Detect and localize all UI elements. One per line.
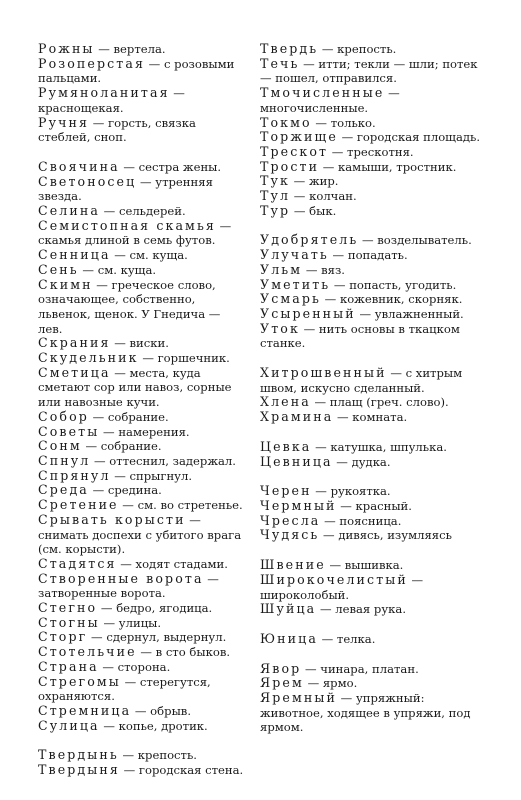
glossary-entry: [38, 763, 248, 778]
entry-definition: — копье, дротик.: [99, 718, 208, 733]
glossary-entry: [260, 440, 486, 455]
glossary-entry: [38, 601, 248, 616]
entry-term: Сретение: [38, 497, 119, 513]
glossary-entry: [260, 366, 486, 395]
glossary-entry: [260, 410, 486, 425]
glossary-entry: [260, 292, 486, 307]
glossary-entry: [38, 42, 248, 57]
glossary-entry: [260, 57, 486, 86]
entry-definition: — сестра жены.: [119, 159, 222, 174]
glossary-entry: [260, 130, 486, 145]
entry-definition: — бедро, ягодица.: [97, 601, 213, 616]
glossary-entry: [38, 116, 248, 145]
entry-term: Створенные ворота: [38, 570, 204, 586]
entry-term: Сметица: [38, 364, 111, 380]
entry-term: Стадятся: [38, 555, 117, 571]
glossary-entry: [260, 322, 486, 351]
entry-term: Спнул: [38, 452, 91, 468]
glossary-entry: [38, 675, 248, 704]
glossary-entry: [38, 572, 248, 601]
glossary-entry: [260, 263, 486, 278]
entry-term: Стремница: [38, 702, 132, 718]
glossary-entry: [260, 189, 486, 204]
entry-term: Тул: [260, 188, 291, 204]
left-column: [38, 42, 248, 778]
entry-definition: — см. куща.: [110, 248, 188, 263]
entry-definition: — колчан.: [290, 189, 357, 204]
glossary-entry: [38, 439, 248, 454]
glossary-entry: [260, 278, 486, 293]
glossary-entry: [260, 307, 486, 322]
entry-term: Швение: [260, 557, 326, 573]
entry-term: Цевница: [260, 453, 333, 469]
glossary-entry: [38, 557, 248, 572]
entry-definition: — вышивка.: [325, 558, 404, 573]
glossary-entry: [38, 425, 248, 440]
entry-term: Твердь: [260, 41, 319, 56]
entry-term: Семистопная скамья: [38, 217, 216, 233]
entry-definition: — спрыгнул.: [110, 468, 193, 483]
glossary-entry: [38, 410, 248, 425]
entry-definition: — многочисленные.: [260, 86, 400, 115]
glossary-entry: [260, 499, 486, 514]
entry-definition: — трескотня.: [328, 144, 414, 159]
entry-definition: — упряжный: животное, ходящее в упряжи, под ярмом.: [260, 691, 471, 735]
glossary-entry: [38, 748, 248, 763]
entry-term: Токмо: [260, 114, 312, 130]
entry-definition: — средина.: [88, 483, 162, 498]
entry-term: Улучать: [260, 247, 329, 263]
glossary-entry: [260, 528, 486, 543]
entry-term: Яремный: [260, 690, 337, 706]
entry-term: Стрегомы: [38, 673, 121, 689]
entry-definition: — скамья длиной в семь футов.: [38, 218, 232, 248]
glossary-entry: [38, 248, 248, 263]
entry-term: Трескот: [260, 143, 329, 159]
entry-term: Широкочелистый: [260, 571, 408, 587]
glossary-entry: [260, 573, 486, 602]
entry-definition: — оттеснил, задержал.: [90, 453, 236, 468]
entry-term: Торжище: [260, 129, 338, 145]
entry-term: Хлена: [260, 394, 311, 410]
glossary-entry: [260, 662, 486, 677]
glossary-entry: [38, 498, 248, 513]
glossary-entry: [38, 483, 248, 498]
glossary-entry: [38, 719, 248, 734]
entry-term: Стегно: [38, 600, 98, 616]
entry-definition: — вяз.: [302, 262, 345, 277]
entry-definition: — крепость.: [318, 42, 397, 56]
glossary-entry: [260, 602, 486, 617]
entry-definition: — см. во стретенье.: [118, 498, 243, 513]
entry-definition: — вертела.: [94, 42, 166, 56]
entry-definition: — снимать доспехи с убитого врага (см. корысти).: [38, 512, 242, 557]
entry-term: Срывать корысти: [38, 511, 186, 527]
entry-definition: — итти; текли — шли; потек — пошел, отправился.: [260, 56, 478, 86]
glossary-entry: [38, 175, 248, 204]
section-gap: [38, 733, 248, 748]
glossary-entry: [38, 336, 248, 351]
entry-term: Тур: [260, 202, 291, 218]
entry-definition: — улицы.: [99, 615, 162, 630]
entry-definition: — кожевник, скорняк.: [320, 292, 463, 307]
entry-definition: — обрыв.: [131, 703, 192, 718]
entry-term: Удобрятель: [260, 232, 359, 248]
entry-definition: — широколобый.: [260, 572, 424, 602]
glossary-entry: [38, 616, 248, 631]
entry-definition: — виски.: [110, 336, 169, 351]
entry-definition: — дудка.: [332, 454, 391, 469]
entry-term: Советы: [38, 423, 100, 439]
glossary-entry: [38, 454, 248, 469]
entry-term: Чудясь: [260, 527, 320, 543]
entry-definition: — сельдерей.: [100, 204, 186, 219]
entry-term: Сулица: [38, 717, 100, 733]
entry-term: Ярем: [260, 675, 304, 691]
entry-term: Собор: [38, 408, 89, 424]
entry-term: Уметить: [260, 276, 331, 292]
entry-term: Явор: [260, 660, 302, 676]
entry-term: Ульм: [260, 261, 303, 277]
entry-term: Хитрошвенный: [260, 365, 387, 381]
glossary-entry: [260, 174, 486, 189]
entry-term: Скрания: [38, 335, 111, 351]
entry-definition: — в сто быков.: [136, 645, 231, 660]
entry-definition: — греческое слово, означающее, собственно, львенок, щенок. У Гнедича — лев.: [38, 277, 221, 336]
entry-term: Чермный: [260, 497, 337, 513]
glossary-entry: [260, 116, 486, 131]
entry-definition: — ходят стадами.: [116, 556, 228, 571]
entry-definition: — возделыватель.: [358, 233, 472, 248]
entry-term: Страна: [38, 658, 99, 674]
glossary-entry: [260, 160, 486, 175]
entry-definition: — ярмо.: [303, 676, 358, 691]
glossary-entry: [38, 469, 248, 484]
entry-term: Черен: [260, 483, 312, 499]
entry-definition: — жир.: [289, 174, 339, 189]
glossary-entry: [38, 660, 248, 675]
entry-term: Спрянул: [38, 467, 111, 483]
entry-term: Сторг: [38, 629, 88, 645]
entry-term: Тук: [260, 173, 290, 189]
entry-definition: — собрание.: [81, 439, 162, 454]
glossary-entry: [260, 42, 486, 57]
glossary-entry: [260, 248, 486, 263]
entry-definition: — бык.: [290, 203, 337, 218]
entry-term: Юница: [260, 630, 318, 646]
glossary-entry: [38, 366, 248, 410]
glossary-entry: [260, 455, 486, 470]
entry-definition: — телка.: [317, 631, 376, 646]
entry-definition: — левая рука.: [316, 602, 407, 617]
entry-definition: — плащ (греч. слово).: [310, 395, 449, 410]
entry-definition: — сдернул, выдернул.: [87, 630, 227, 645]
entry-definition: — дивясь, изумляясь: [319, 528, 452, 543]
section-gap: [260, 617, 486, 632]
entry-definition: — горшечник.: [138, 351, 230, 366]
entry-definition: — с хитрым швом, искусно сделанный.: [260, 366, 463, 395]
entry-definition: — места, куда сметают сор или навоз, сорные или навозные кучи.: [38, 365, 232, 410]
entry-term: Светоносец: [38, 173, 137, 189]
glossary-entry: [38, 704, 248, 719]
glossary-entry: [260, 484, 486, 499]
glossary-entry: [260, 145, 486, 160]
entry-term: Течь: [260, 55, 300, 71]
entry-definition: — горсть, связка стеблей, сноп.: [38, 115, 196, 145]
entry-term: Твердыня: [38, 762, 120, 778]
entry-definition: — рукоятка.: [311, 484, 391, 499]
section-gap: [260, 425, 486, 440]
glossary-entry: [38, 219, 248, 248]
entry-definition: — поясница.: [320, 513, 402, 528]
entry-term: Храмина: [260, 409, 334, 425]
entry-term: Чресла: [260, 512, 321, 528]
glossary-entry: [38, 57, 248, 86]
glossary-entry: [38, 86, 248, 115]
glossary-entry: [260, 86, 486, 115]
entry-term: Ручня: [38, 114, 90, 130]
entry-definition: — с розовыми пальцами.: [38, 56, 235, 86]
glossary-entry: [260, 204, 486, 219]
entry-term: Рожны: [38, 41, 95, 56]
entry-term: Твердынь: [38, 747, 119, 763]
glossary-entry: [260, 395, 486, 410]
entry-term: Селина: [38, 203, 100, 219]
entry-term: Стотельчие: [38, 644, 137, 660]
entry-term: Уток: [260, 320, 300, 336]
section-gap: [260, 647, 486, 662]
entry-definition: — собрание.: [88, 409, 169, 424]
glossary-entry: [38, 160, 248, 175]
entry-definition: — городская стена.: [119, 763, 244, 778]
entry-term: Скимн: [38, 276, 93, 292]
entry-term: Тмочисленные: [260, 85, 385, 101]
entry-term: Сонм: [38, 438, 82, 454]
entry-definition: — катушка, шпулька.: [311, 439, 447, 454]
glossary-entry: [38, 630, 248, 645]
entry-definition: — см. куща.: [78, 262, 157, 277]
glossary-entry: [260, 233, 486, 248]
section-gap: [260, 543, 486, 558]
entry-definition: — комната.: [333, 410, 408, 425]
entry-term: Цевка: [260, 438, 312, 454]
right-column: [260, 42, 486, 735]
glossary-entry: [260, 691, 486, 735]
entry-definition: — сторона.: [98, 659, 171, 674]
glossary-entry: [260, 514, 486, 529]
entry-term: Румяноланитая: [38, 85, 170, 101]
entry-definition: — намерения.: [99, 424, 190, 439]
entry-term: Сень: [38, 261, 79, 277]
entry-definition: — городская площадь.: [337, 130, 480, 145]
section-gap: [260, 351, 486, 366]
entry-definition: — попасть, угодить.: [330, 277, 457, 292]
section-gap: [260, 469, 486, 484]
entry-term: Сенница: [38, 247, 111, 263]
entry-term: Среда: [38, 482, 89, 498]
entry-term: Скудельник: [38, 350, 139, 366]
entry-term: Розоперстая: [38, 55, 145, 71]
entry-definition: — только.: [311, 115, 376, 130]
entry-definition: — крепость.: [118, 748, 197, 763]
entry-definition: — камыши, тростник.: [319, 159, 457, 174]
entry-definition: — краснощекая.: [38, 86, 185, 115]
glossary-entry: [38, 645, 248, 660]
entry-term: Трости: [260, 158, 320, 174]
entry-definition: — чинара, платан.: [301, 661, 419, 676]
glossary-entry: [38, 278, 248, 337]
glossary-entry: [260, 676, 486, 691]
entry-definition: — увлажненный.: [355, 306, 464, 321]
glossary-entry: [38, 263, 248, 278]
entry-definition: — попадать.: [328, 248, 408, 263]
entry-definition: — стерегутся, охраняются.: [38, 674, 211, 704]
entry-term: Усмарь: [260, 291, 321, 307]
glossary-entry: [38, 513, 248, 557]
glossary-entry: [38, 204, 248, 219]
entry-term: Шуйца: [260, 601, 317, 617]
entry-term: Стогны: [38, 614, 100, 630]
section-gap: [38, 145, 248, 160]
glossary-entry: [260, 558, 486, 573]
entry-term: Усыренный: [260, 305, 356, 321]
glossary-entry: [38, 351, 248, 366]
glossary-entry: [260, 632, 486, 647]
entry-definition: — красный.: [336, 498, 412, 513]
entry-term: Своячина: [38, 158, 120, 174]
section-gap: [260, 218, 486, 233]
entry-definition: — затворенные ворота.: [38, 571, 219, 601]
entry-definition: — нить основы в ткацком станке.: [260, 321, 460, 351]
entry-definition: — утренняя звезда.: [38, 174, 213, 204]
